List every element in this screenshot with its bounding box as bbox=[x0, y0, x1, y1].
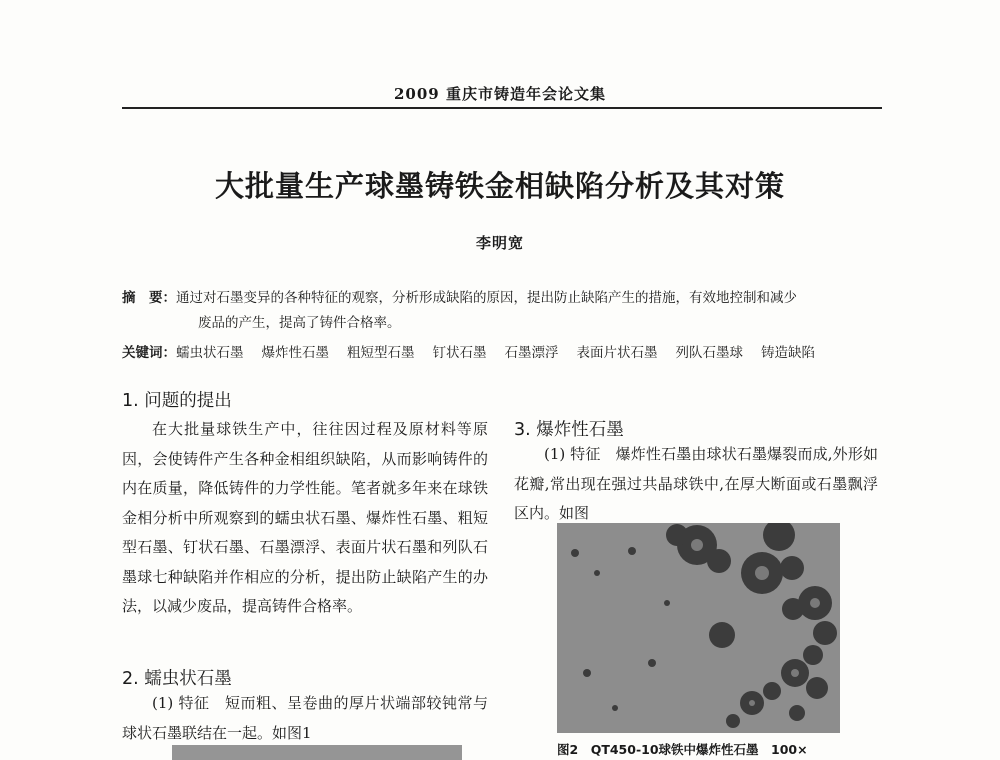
figure-2-micrograph bbox=[557, 523, 840, 733]
keywords bbox=[122, 341, 882, 361]
abstract-line-1 bbox=[122, 286, 882, 311]
keyword: 爆炸性石墨 bbox=[261, 345, 329, 361]
keyword: 铸造缺陷 bbox=[761, 345, 815, 361]
figure-2-caption: 图2 QT450-10球铁中爆炸性石墨 100× bbox=[557, 742, 808, 757]
keyword: 表面片状石墨 bbox=[576, 345, 658, 361]
keyword: 石墨漂浮 bbox=[504, 345, 559, 361]
paper-title: 大批量生产球墨铸铁金相缺陷分析及其对策 bbox=[214, 169, 785, 203]
keyword: 粗短型石墨 bbox=[347, 345, 415, 361]
keyword: 蠕虫状石墨 bbox=[176, 345, 244, 361]
abstract-text-1: 通过对石墨变异的各种特征的观察，分析形成缺陷的原因，提出防止缺陷产生的措施，有效地控制和减少 bbox=[176, 290, 797, 306]
abstract-text-2: 废品的产生，提高了铸件合格率。 bbox=[198, 315, 401, 331]
header-rule bbox=[122, 107, 882, 109]
figure-1-micrograph bbox=[172, 745, 462, 760]
abstract-label: 摘 要： bbox=[122, 290, 176, 306]
keyword: 钉状石墨 bbox=[432, 345, 487, 361]
micrograph-image bbox=[557, 523, 840, 733]
section-1-body: 在大批量球铁生产中，往往因过程及原材料等原因，会使铸件产生各种金相组织缺陷，从而影响铸件的内在质量，降低铸件的力学性能。笔者就多年来在球铁金相分析中所观察到的蠕虫状石墨、爆炸性石墨、粗短型石墨、钉状石墨、石墨漂浮、表面片状石墨和列队石墨球七种缺陷并作相应的分析，提出防止缺陷产生的办法，以减少废品，提高铸件合格率。 bbox=[122, 420, 488, 615]
author-name: 李明宽 bbox=[475, 234, 524, 252]
section-1-heading: 1. 问题的提出 bbox=[122, 391, 232, 411]
running-head: 2009 重庆市铸造年会论文集 bbox=[394, 85, 606, 103]
section-3-body: (1) 特征 爆炸性石墨由球状石墨爆裂而成,外形如花瓣,常出现在强过共晶球铁中,在厚大断面或石墨飘浮区内。如图 bbox=[514, 445, 878, 522]
section-2-heading: 2. 蠕虫状石墨 bbox=[122, 669, 232, 689]
keywords-label: 关键词： bbox=[122, 345, 176, 361]
section-3-heading: 3. 爆炸性石墨 bbox=[514, 420, 624, 440]
keyword: 列队石墨球 bbox=[675, 345, 743, 361]
section-2-body: (1) 特征 短而粗、呈卷曲的厚片状端部较钝常与球状石墨联结在一起。如图1 bbox=[122, 694, 488, 742]
abstract bbox=[122, 286, 882, 336]
